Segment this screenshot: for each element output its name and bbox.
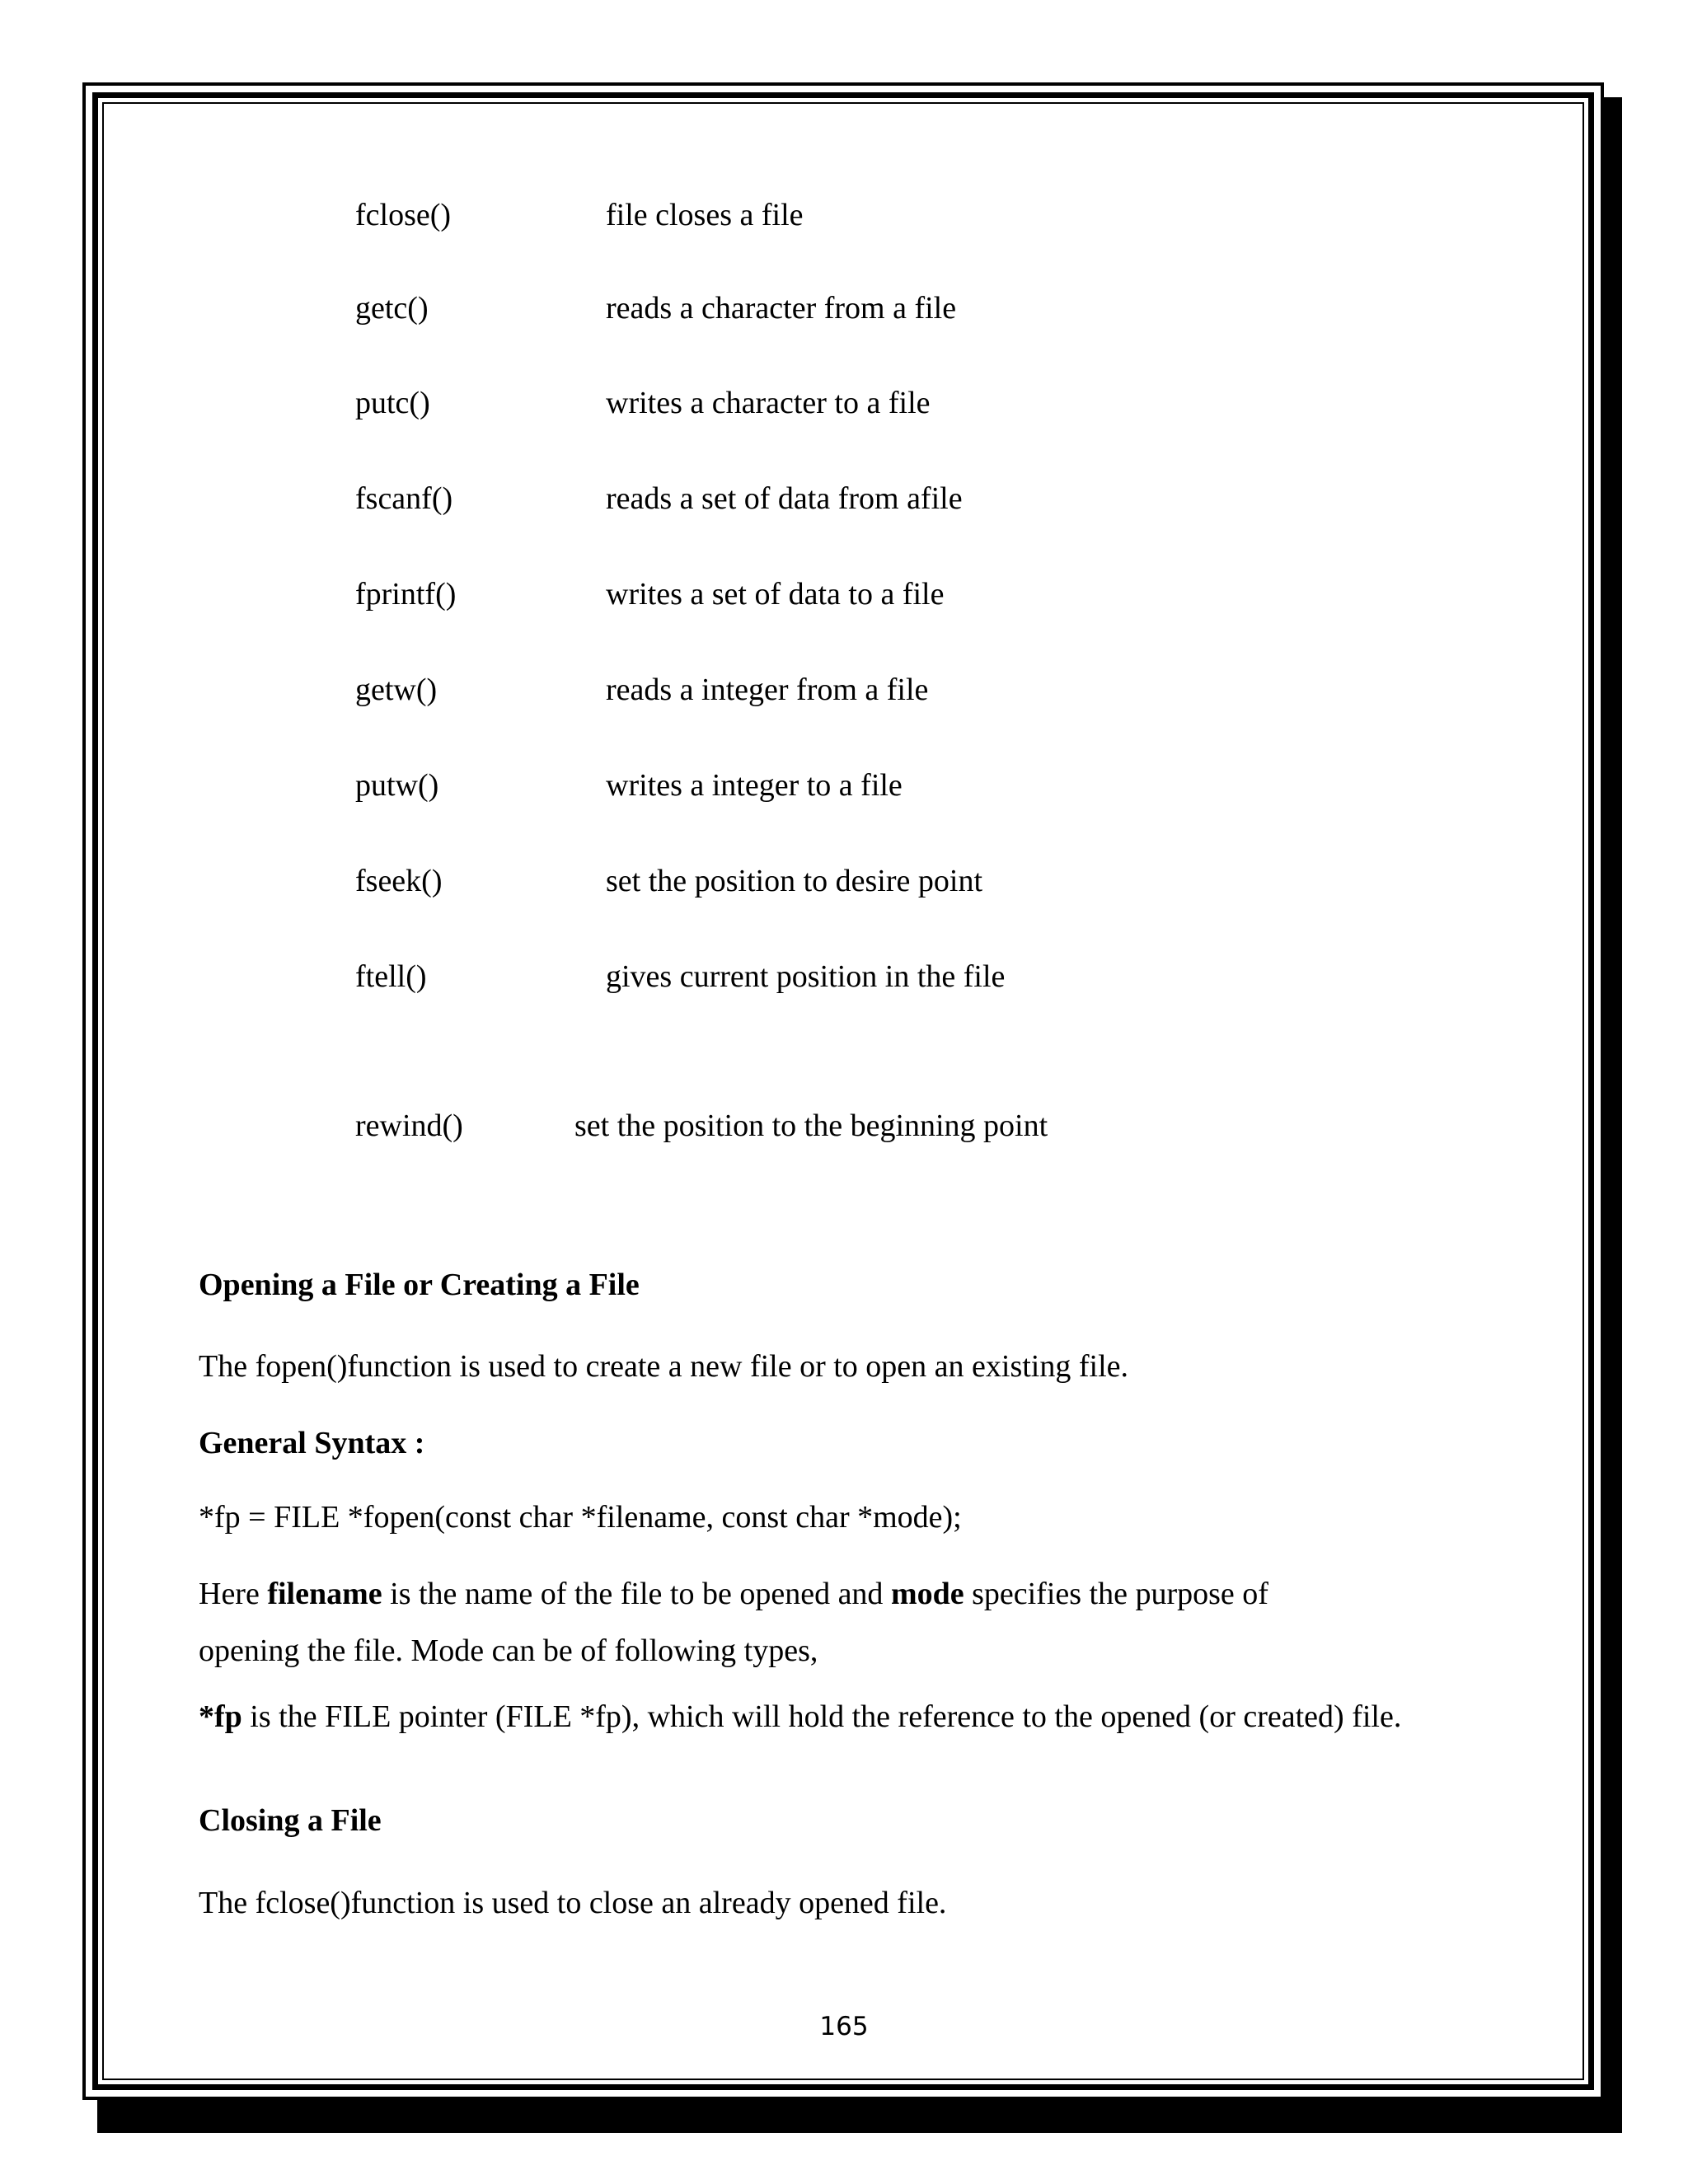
paragraph-file-pointer: *fp is the FILE pointer (FILE *fp), which will hold the reference to the opened (or created) file.: [199, 1699, 1402, 1734]
function-description: reads a integer from a file: [606, 673, 929, 707]
function-name: fclose(): [355, 198, 452, 232]
term-filename: filename: [267, 1577, 382, 1611]
function-name: fscanf(): [355, 481, 453, 516]
paragraph-fopen-intro: The fopen()function is used to create a new file or to open an existing file.: [199, 1349, 1128, 1384]
function-description: gives current position in the file: [606, 959, 1006, 994]
term-mode: mode: [890, 1577, 964, 1611]
function-name: ftell(): [355, 959, 427, 994]
function-name: fprintf(): [355, 577, 457, 612]
section-heading-closing: Closing a File: [199, 1803, 382, 1838]
function-name: getc(): [355, 291, 429, 326]
function-description: reads a set of data from afile: [606, 481, 963, 516]
syntax-line: *fp = FILE *fopen(const char *filename, const char *mode);: [199, 1500, 962, 1535]
paragraph-filename-mode: Here filename is the name of the file to be opened and mode specifies the purpose of: [199, 1577, 1268, 1611]
page-number: 165: [819, 2012, 869, 2041]
function-description: set the position to desire point: [606, 864, 983, 898]
function-description: set the position to the beginning point: [574, 1108, 1048, 1143]
function-name: rewind(): [355, 1108, 463, 1143]
syntax-heading: General Syntax :: [199, 1426, 425, 1460]
function-name: fseek(): [355, 864, 443, 898]
function-name: getw(): [355, 673, 438, 707]
section-heading-opening: Opening a File or Creating a File: [199, 1268, 640, 1302]
function-name: putc(): [355, 386, 430, 420]
term-fp: *fp: [199, 1699, 242, 1734]
function-description: reads a character from a file: [606, 291, 957, 326]
function-description: writes a character to a file: [606, 386, 931, 420]
function-description: writes a integer to a file: [606, 768, 903, 803]
paragraph-fclose-intro: The fclose()function is used to close an already opened file.: [199, 1886, 947, 1920]
function-description: writes a set of data to a file: [606, 577, 945, 612]
paragraph-filename-mode-continued: opening the file. Mode can be of following types,: [199, 1633, 818, 1668]
function-description: file closes a file: [606, 198, 804, 232]
function-name: putw(): [355, 768, 439, 803]
